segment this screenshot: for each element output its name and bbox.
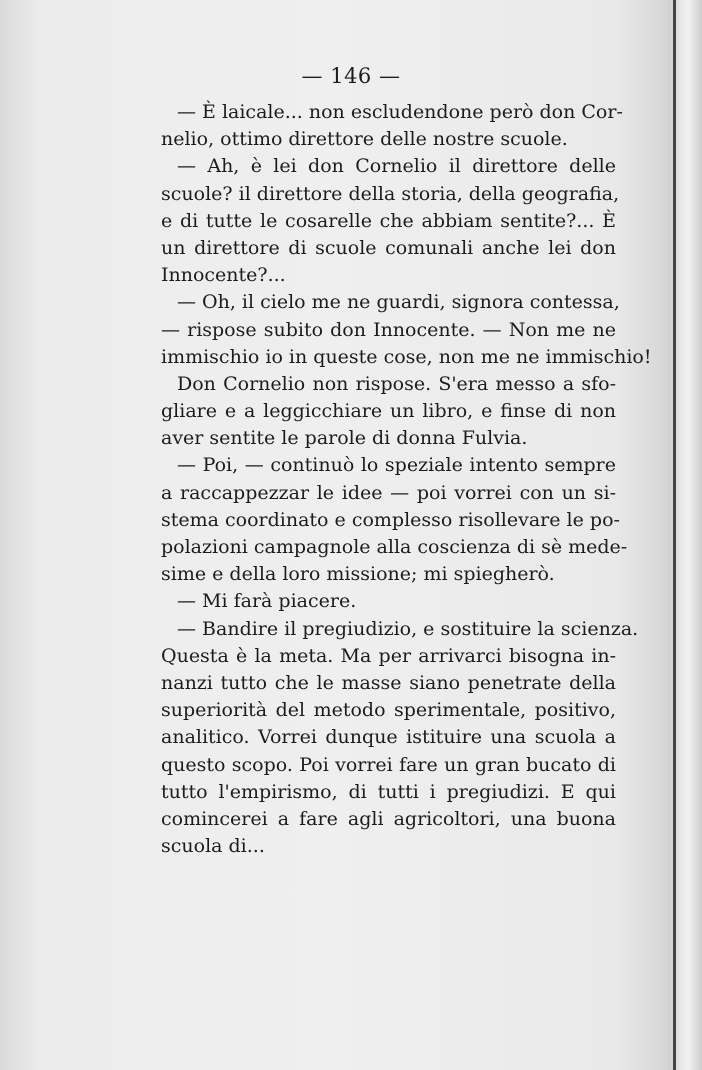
page-edge bbox=[673, 0, 676, 1070]
text-line: a raccappezzar le idee — poi vorrei con un si- bbox=[161, 481, 616, 504]
text-line: questo scopo. Poi vorrei fare un gran bucato di bbox=[161, 753, 616, 776]
text-line: — Bandire il pregiudizio, e sostituire la scienza. bbox=[177, 617, 639, 640]
text-line: — È laicale... non escludendone però don Cor- bbox=[177, 101, 623, 123]
text-line: scuole? il direttore della storia, della geografia, bbox=[161, 182, 620, 205]
text-line: e di tutte le cosarelle che abbiam sentite?... È bbox=[161, 209, 616, 232]
body-text bbox=[161, 99, 652, 860]
text-line: stema coordinato e complesso risollevare le po- bbox=[161, 508, 620, 531]
text-line: gliare e a leggicchiare un libro, e finse di non bbox=[161, 400, 616, 423]
text-line: Innocente?... bbox=[161, 264, 286, 287]
text-line: Don Cornelio non rispose. S'era messo a sfo- bbox=[177, 372, 616, 395]
text-line: aver sentite le parole di donna Fulvia. bbox=[161, 427, 528, 450]
text-line: analitico. Vorrei dunque istituire una scuola a bbox=[161, 726, 616, 749]
text-line: Questa è la meta. Ma per arrivarci bisogna in- bbox=[161, 644, 616, 667]
text-line: — Mi farà piacere. bbox=[177, 590, 357, 613]
text-line: comincerei a fare agli agricoltori, una buona bbox=[161, 807, 616, 830]
text-line: — rispose subito don Innocente. — Non me ne bbox=[161, 318, 616, 341]
text-line: scuola di... bbox=[161, 835, 265, 858]
text-line: immischio io in queste cose, non me ne immischio! bbox=[161, 345, 652, 368]
text-line: sime e della loro missione; mi spiegherò. bbox=[161, 563, 555, 586]
text-line: — Poi, — continuò lo speziale intento sempre bbox=[177, 454, 616, 477]
text-line: — Ah, è lei don Cornelio il direttore delle bbox=[177, 155, 616, 178]
text-line: nanzi tutto che le masse siano penetrate della bbox=[161, 671, 616, 694]
text-line: tutto l'empirismo, di tutti i pregiudizi. E qui bbox=[161, 780, 616, 803]
text-line: polazioni campagnole alla coscienza di sè mede- bbox=[161, 536, 628, 558]
text-line: nelio, ottimo direttore delle nostre scuole. bbox=[161, 128, 568, 151]
text-line: un direttore di scuole comunali anche lei don bbox=[161, 236, 616, 259]
page-number: — 146 — bbox=[301, 64, 401, 88]
text-line: superiorità del metodo sperimentale, positivo, bbox=[161, 699, 616, 722]
text-line: — Oh, il cielo me ne guardi, signora contessa, bbox=[177, 291, 620, 314]
